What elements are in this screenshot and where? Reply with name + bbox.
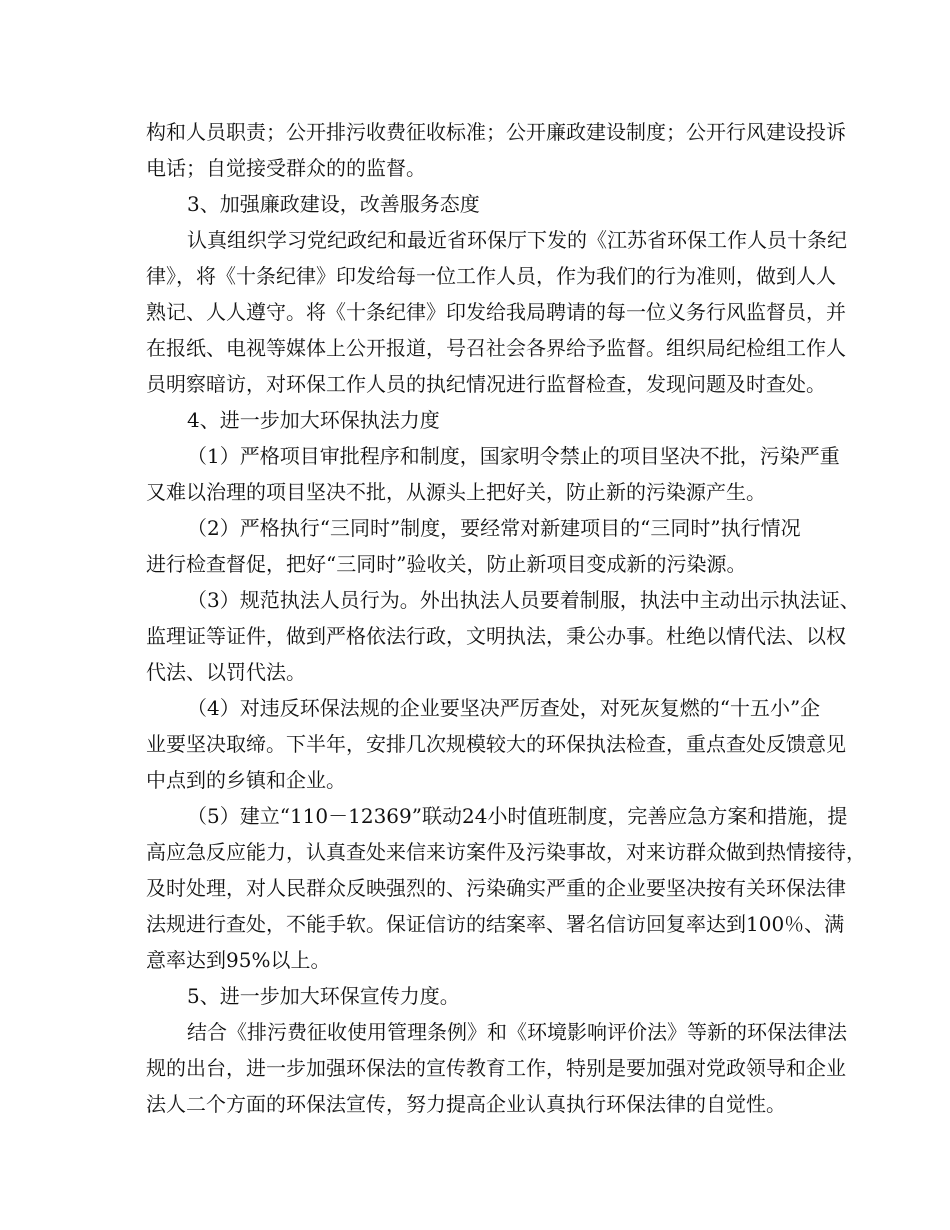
text-line: 规的出台，进一步加强环保法的宣传教育工作，特别是要加强对党政领导和企业 <box>146 1056 846 1080</box>
text-line: （1）严格项目审批程序和制度，国家明令禁止的项目坚决不批，污染严重 <box>187 444 840 468</box>
text-line: 意率达到95%以上。 <box>146 948 331 972</box>
text-line: 及时处理，对人民群众反映强烈的、污染确实严重的企业要坚决按有关环保法律 <box>146 876 846 900</box>
text-line: 业要坚决取缔。下半年，安排几次规模较大的环保执法检查，重点查处反馈意见 <box>146 732 846 756</box>
section-heading: 5、进一步加大环保宣传力度。 <box>187 984 460 1008</box>
section-heading: 3、加强廉政建设，改善服务态度 <box>187 192 480 216</box>
text-line: 法规进行查处，不能手软。保证信访的结案率、署名信访回复率达到100％、满 <box>146 912 845 936</box>
text-line: 进行检查督促，把好“三同时”验收关，防止新项目变成新的污染源。 <box>146 552 747 576</box>
text-line: （5）建立“110－12369”联动24小时值班制度，完善应急方案和措施，提 <box>187 804 848 828</box>
text-line: 结合《排污费征收使用管理条例》和《环境影响评价法》等新的环保法律法 <box>187 1020 847 1044</box>
text-line: 熟记、人人遵守。将《十条纪律》印发给我局聘请的每一位义务行风监督员，并 <box>146 300 846 324</box>
text-line: 又难以治理的项目坚决不批，从源头上把好关，防止新的污染源产生。 <box>146 480 766 504</box>
text-line: 认真组织学习党纪政纪和最近省环保厅下发的《江苏省环保工作人员十条纪 <box>187 228 847 252</box>
section-heading: 4、进一步加大环保执法力度 <box>187 408 440 432</box>
text-line: （2）严格执行“三同时”制度，要经常对新建项目的“三同时”执行情况 <box>187 516 801 540</box>
text-line: 律》，将《十条纪律》印发给每一位工作人员，作为我们的行为准则，做到人人 <box>146 264 836 288</box>
text-line: 监理证等证件，做到严格依法行政，文明执法，秉公办事。杜绝以情代法、以权 <box>146 624 846 648</box>
text-line: 高应急反应能力，认真查处来信来访案件及污染事故，对来访群众做到热情接待， <box>146 840 866 864</box>
text-line: 员明察暗访，对环保工作人员的执纪情况进行监督检查，发现问题及时查处。 <box>146 372 826 396</box>
text-line: 在报纸、电视等媒体上公开报道，号召社会各界给予监督。组织局纪检组工作人 <box>146 336 846 360</box>
text-line: 中点到的乡镇和企业。 <box>146 768 346 792</box>
text-line: 代法、以罚代法。 <box>146 660 306 684</box>
text-line: 电话；自觉接受群众的的监督。 <box>146 156 426 180</box>
text-line: （3）规范执法人员行为。外出执法人员要着制服，执法中主动出示执法证、 <box>187 588 860 612</box>
text-line: 法人二个方面的环保法宣传，努力提高企业认真执行环保法律的自觉性。 <box>146 1092 786 1116</box>
text-line: 构和人员职责；公开排污收费征收标准；公开廉政建设制度；公开行风建设投诉 <box>146 120 846 144</box>
text-line: （4）对违反环保法规的企业要坚决严厉查处，对死灰复燃的“十五小”企 <box>187 696 821 720</box>
